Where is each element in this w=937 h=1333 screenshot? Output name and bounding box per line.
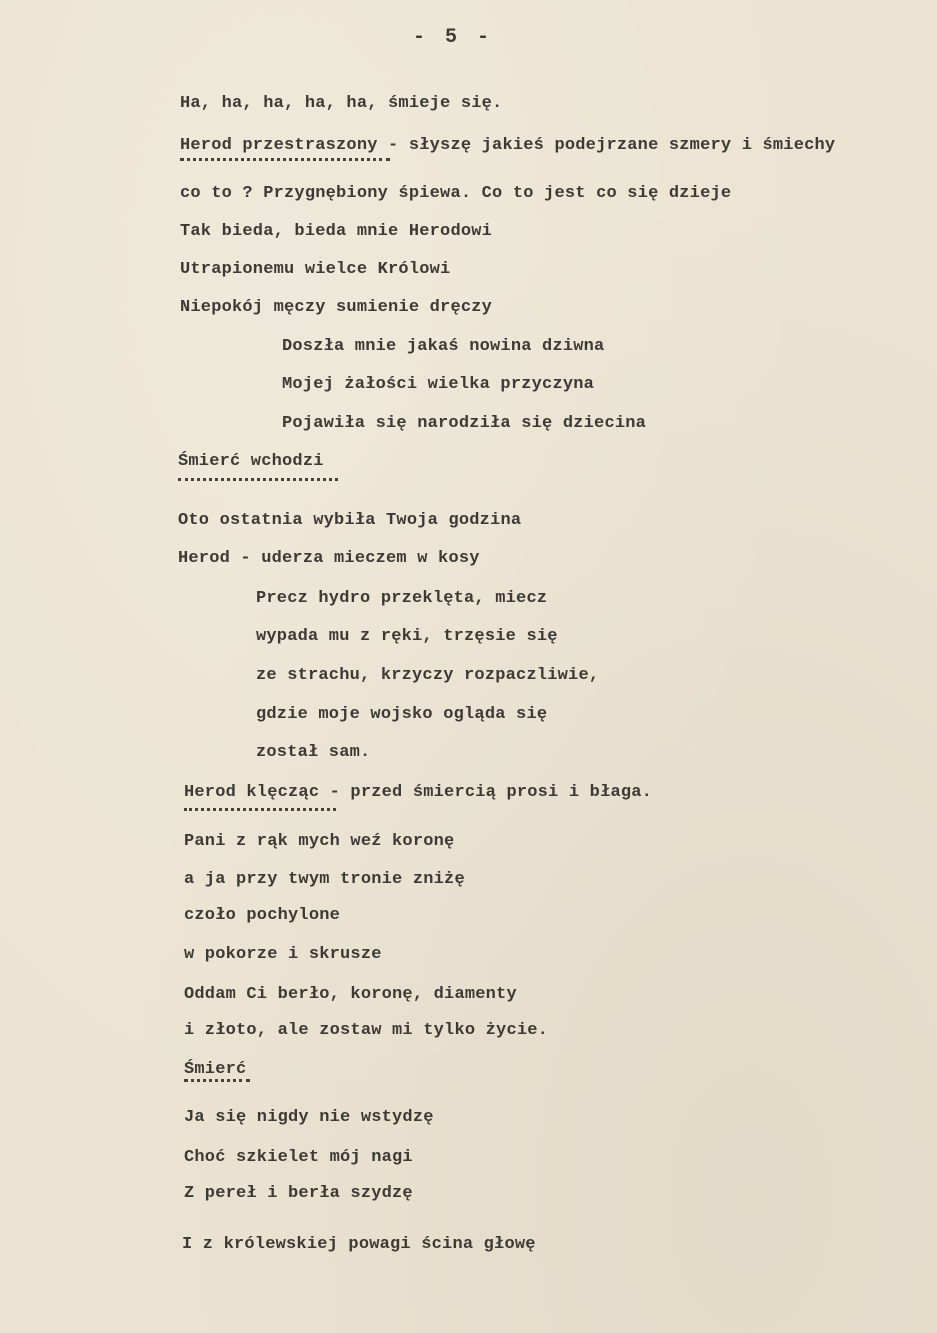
text-line-27: Choć szkielet mój nagi	[184, 1148, 413, 1167]
page-number: - 5 -	[413, 26, 494, 49]
text-line-24: i złoto, ale zostaw mi tylko życie.	[184, 1021, 549, 1040]
text-line-26: Ja się nigdy nie wstydzę	[184, 1108, 434, 1127]
text-line-19: Pani z rąk mych weź koronę	[184, 832, 455, 851]
text-line-29: I z królewskiej powagi ścina głowę	[182, 1235, 536, 1254]
text-line-1: Ha, ha, ha, ha, ha, śmieje się.	[180, 94, 503, 113]
text-line-25: Śmierć	[184, 1060, 247, 1079]
text-line-18: Herod klęcząc - przed śmiercią prosi i błaga.	[184, 783, 653, 802]
text-line-7: Doszła mnie jakaś nowina dziwna	[282, 337, 605, 356]
text-line-4: Tak bieda, bieda mnie Herodowi	[180, 222, 493, 241]
speaker-underline-herod-kleczac	[184, 808, 336, 811]
text-line-6: Niepokój męczy sumienie dręczy	[180, 298, 493, 317]
text-line-9: Pojawiła się narodziła się dziecina	[282, 414, 647, 433]
text-line-21: czoło pochylone	[184, 906, 341, 925]
text-line-5: Utrapionemu wielce Królowi	[180, 260, 451, 279]
speaker-underline-herod	[180, 158, 390, 161]
speaker-underline-smierc-2	[184, 1079, 250, 1082]
text-line-17: został sam.	[256, 743, 371, 762]
text-line-20: a ja przy twym tronie zniżę	[184, 870, 465, 889]
text-line-2: Herod przestraszony - słyszę jakieś podejrzane szmery i śmiechy	[180, 136, 836, 155]
text-line-11: Oto ostatnia wybiła Twoja godzina	[178, 511, 522, 530]
text-line-10: Śmierć wchodzi	[178, 452, 324, 471]
text-line-15: ze strachu, krzyczy rozpaczliwie,	[256, 666, 600, 685]
speaker-underline-smierc	[178, 478, 338, 481]
text-line-22: w pokorze i skrusze	[184, 945, 382, 964]
text-line-28: Z pereł i berła szydzę	[184, 1184, 413, 1203]
text-line-3: co to ? Przygnębiony śpiewa. Co to jest co się dzieje	[180, 184, 732, 203]
text-line-12: Herod - uderza mieczem w kosy	[178, 549, 480, 568]
text-line-16: gdzie moje wojsko ogląda się	[256, 705, 548, 724]
text-line-8: Mojej żałości wielka przyczyna	[282, 375, 595, 394]
text-line-23: Oddam Ci berło, koronę, diamenty	[184, 985, 517, 1004]
text-line-13: Precz hydro przeklęta, miecz	[256, 589, 548, 608]
text-line-14: wypada mu z ręki, trzęsie się	[256, 627, 558, 646]
